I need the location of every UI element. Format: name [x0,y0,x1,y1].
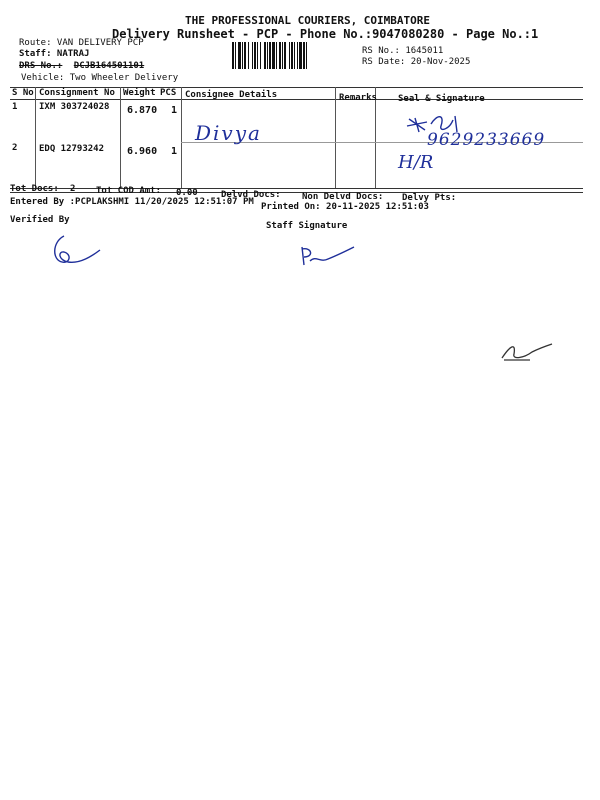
rs-number: RS No.: 1645011 [362,46,444,56]
route-text: Route: VAN DELIVERY PCP [19,38,144,48]
table-header-rule [10,99,583,100]
verified-by-label: Verified By [10,215,70,225]
row2-consignment: EDQ 12793242 [39,144,105,154]
handwritten-consignee-name: Divya [195,121,262,145]
col-divider [335,87,336,188]
seal-scribble [405,110,485,140]
header-sno: S No [12,88,34,98]
row1-consignment: IXM 303724028 [39,102,110,112]
vehicle-text: Vehicle: Two Wheeler Delivery [21,73,179,83]
col-divider [120,87,121,188]
header-consignee: Consignee Details [185,90,278,100]
drs-number [19,61,144,71]
delvy-pts-label: Delvy Pts: [402,193,457,203]
barcode-graphic [232,42,357,69]
barcode [232,42,357,69]
verified-signature [50,232,110,272]
header-pcs: PCS [160,88,177,98]
row2-sno: 2 [12,143,18,153]
margin-signature [500,340,555,362]
tot-cod-value: 0.00 [176,188,198,198]
row2-weight: 6.960 [127,146,158,157]
entered-by: Entered By :PCPLAKSHMI 11/20/2025 12:51:07 PM [10,197,254,207]
header-remarks: Remarks [339,93,377,103]
non-delvd-docs-label: Non Delvd Docs: [302,192,384,202]
delvd-docs-label: Delvd Docs: [221,190,281,200]
company-name: THE PROFESSIONAL COURIERS, COIMBATORE [185,14,431,27]
row1-weight: 6.870 [127,105,158,116]
row1-sno: 1 [12,102,18,112]
drs-value: DCJB164501101 [73,61,145,71]
row1-pcs: 1 [171,105,178,116]
handwritten-phone: 9629233669 [427,130,546,150]
tot-docs-label: Tot Docs: [10,184,59,194]
staff-signature-label: Staff Signature [266,221,348,231]
handwritten-hr-mark: H/R [398,152,434,173]
drs-label: DRS No.: [19,61,63,71]
tot-docs-value: 2 [70,184,76,194]
col-divider [35,87,36,188]
staff-signature-graphic [298,243,358,269]
header-weight: Weight [123,88,156,98]
staff-text: Staff: NATRAJ [19,49,90,59]
printed-on: Printed On: 20-11-2025 12:51:03 [261,202,429,212]
col-divider [181,87,182,188]
rs-date: RS Date: 20-Nov-2025 [362,57,471,67]
header-consignment: Consignment No [39,88,115,98]
tot-cod-label: Tot COD Amt: [96,186,162,196]
row2-pcs: 1 [171,146,178,157]
header-seal-signature: Seal & Signature [398,94,485,104]
runsheet-title: Delivery Runsheet - PCP - Phone No.:9047080280 - Page No.:1 [112,27,539,41]
